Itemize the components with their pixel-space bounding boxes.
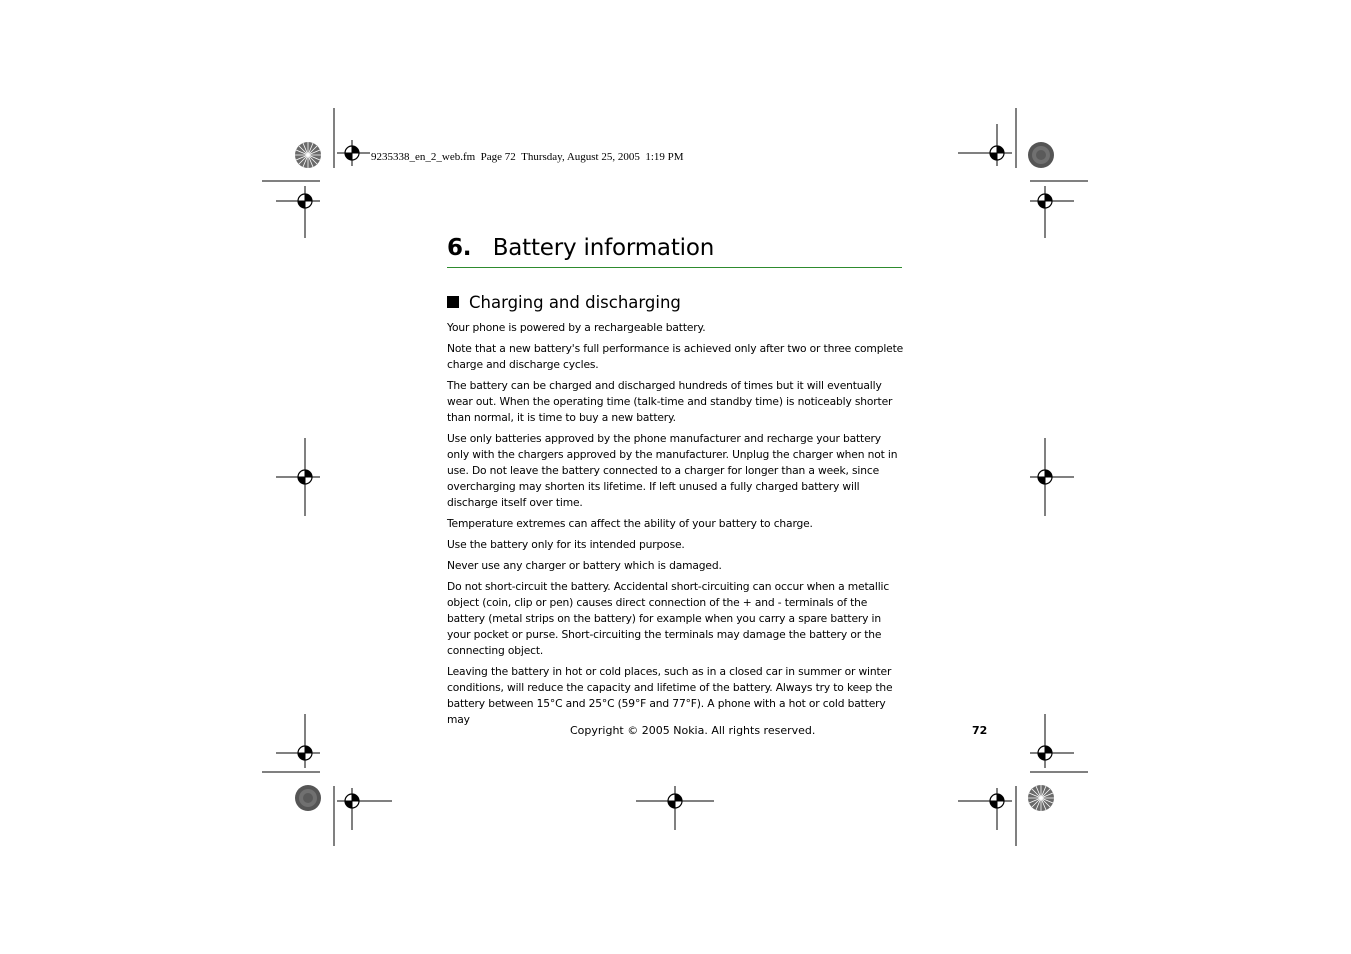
footer-copyright: Copyright © 2005 Nokia. All rights reserved. [570, 724, 816, 737]
registration-mark-left-lower [262, 714, 320, 772]
registration-mark-right-upper [1030, 181, 1088, 238]
paragraph: Leaving the battery in hot or cold places, such as in a closed car in summer or winter conditions, will reduce the capacity and lifetime of the battery. Always try to keep the battery between 15°C and 25°C (59°F and 77°F). A phone with a hot or cold battery may [447, 665, 893, 726]
star-target-bottom-right [1028, 785, 1054, 811]
registration-mark-left-upper [262, 181, 320, 238]
paragraph: Temperature extremes can affect the ability of your battery to charge. [447, 517, 813, 530]
chapter-number: 6. [447, 235, 472, 261]
registration-mark-top-left [334, 108, 370, 168]
section-heading [447, 292, 681, 314]
chapter-title-text: Battery information [492, 235, 715, 261]
paragraph: Use the battery only for its intended purpose. [447, 538, 685, 551]
paragraph: Note that a new battery's full performance is achieved only after two or three complete charge and discharge cycles. [447, 342, 904, 371]
registration-mark-bottom-right [958, 786, 1016, 846]
registration-mark-top-right [958, 108, 1016, 168]
chapter-rule [447, 267, 902, 268]
paragraph: Your phone is powered by a rechargeable battery. [447, 321, 706, 334]
density-target-bottom-left [295, 785, 321, 811]
registration-mark-bottom-left [334, 786, 392, 846]
paragraph: Never use any charger or battery which is damaged. [447, 559, 722, 572]
registration-mark-left-middle [276, 438, 320, 516]
paragraph: Use only batteries approved by the phone manufacturer and recharge your battery only with the chargers approved by the manufacturer. Unplug the charger when not in use. Do not leave the battery connected to a charger for longer than a week, since overcharging may shorten its lifetime. If left unused a fully charged battery will discharge itself over time. [447, 432, 898, 509]
square-bullet-icon [447, 296, 459, 308]
page-number: 72 [972, 724, 988, 737]
paragraph: The battery can be charged and discharged hundreds of times but it will eventually wear out. When the operating time (talk-time and standby time) is noticeably shorter than normal, it is time to buy a new battery. [447, 379, 893, 424]
paragraph: Do not short-circuit the battery. Accidental short-circuiting can occur when a metallic object (coin, clip or pen) causes direct connection of the + and - terminals of the battery (metal strips on the battery) for example when you carry a spare battery in your pocket or purse. Short-circuiting the terminals may damage the battery or the connecting object. [447, 580, 890, 657]
registration-mark-right-middle [1030, 438, 1074, 516]
section-heading-text: Charging and discharging [469, 293, 681, 312]
print-slug: 9235338_en_2_web.fm Page 72 Thursday, August 25, 2005 1:19 PM [371, 151, 684, 163]
star-target-top-left [295, 142, 321, 168]
density-target-top-right [1028, 142, 1054, 168]
registration-mark-right-lower [1030, 714, 1088, 772]
chapter-title [447, 232, 714, 264]
body-text [447, 320, 905, 733]
registration-mark-bottom-center [636, 786, 714, 830]
